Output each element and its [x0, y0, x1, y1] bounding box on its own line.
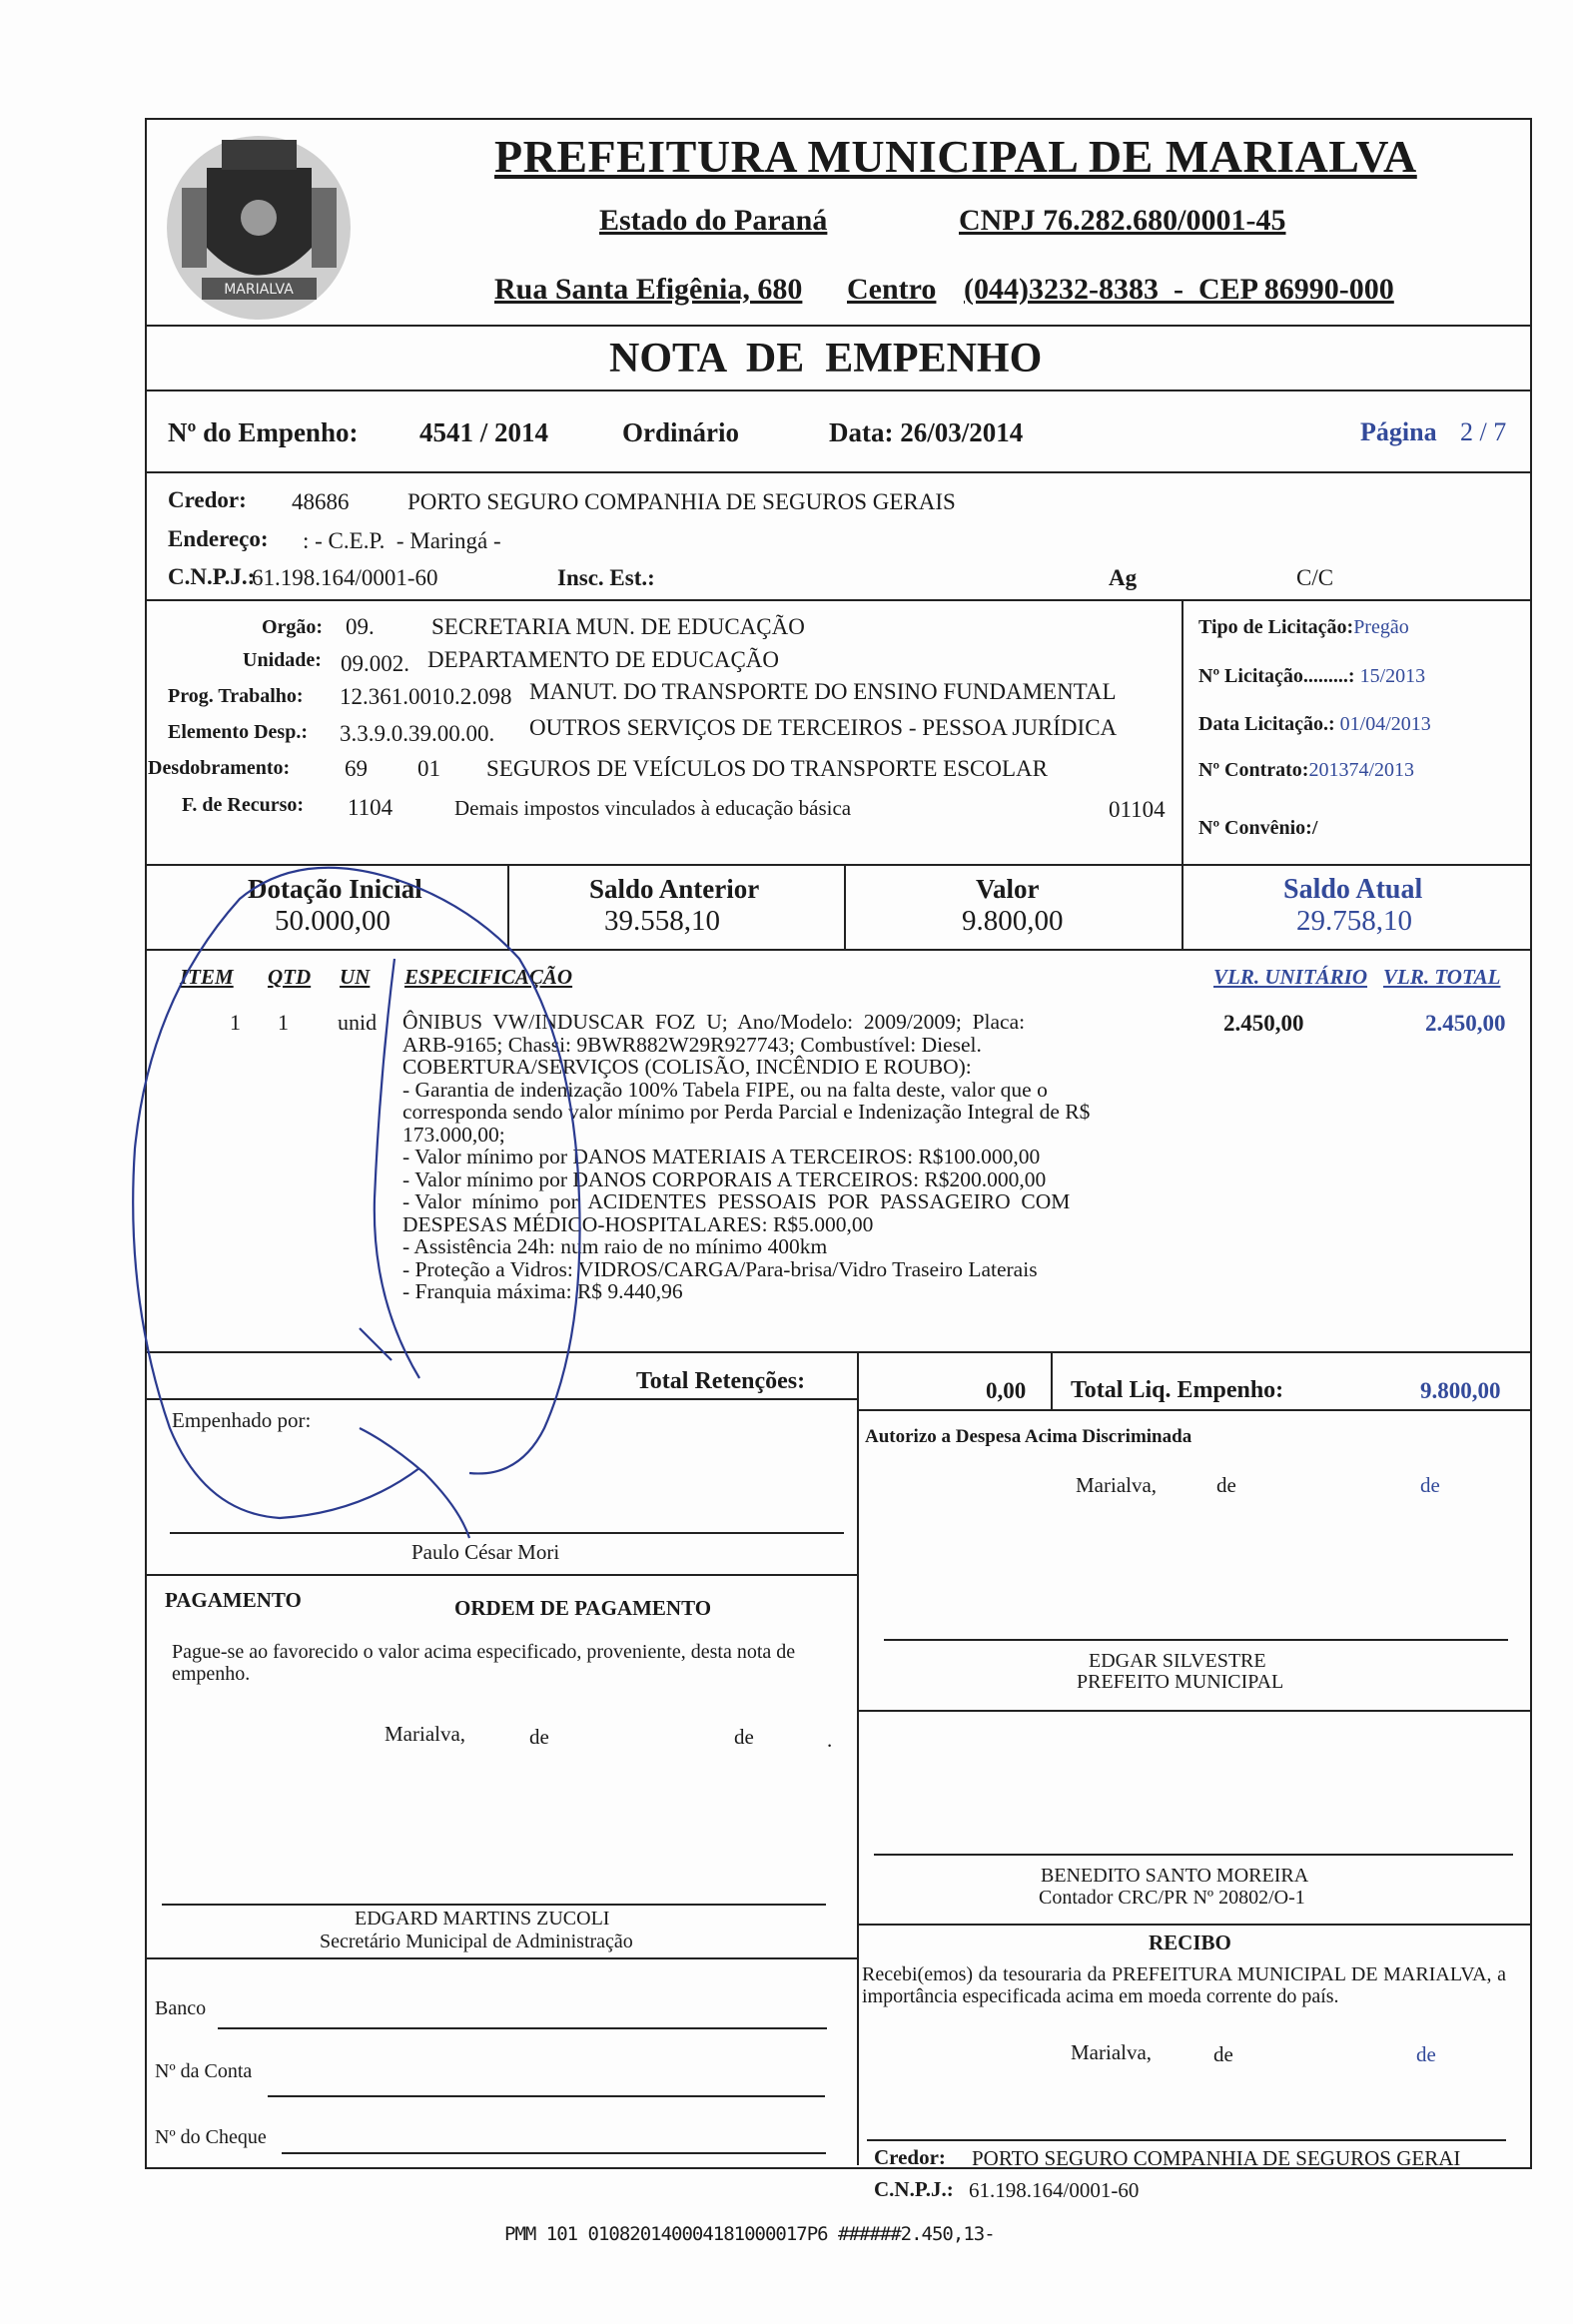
de-1: de: [1216, 1473, 1236, 1497]
orgao-label: Orgão:: [262, 616, 324, 638]
credor-label: Credor:: [168, 487, 247, 512]
prog-label: Prog. Trabalho:: [168, 685, 304, 707]
cc-label: C/C: [1296, 565, 1334, 590]
saldo-atual-value: 29.758,10: [1296, 905, 1412, 937]
num-licitacao-label: Nº Licitação.........:: [1198, 665, 1355, 687]
item-number: 1: [230, 1010, 241, 1035]
unidade-name: DEPARTAMENTO DE EDUCAÇÃO: [427, 647, 780, 672]
header-state: Estado do Paraná: [599, 204, 828, 237]
prog-name: MANUT. DO TRANSPORTE DO ENSINO FUNDAMENTAL: [529, 679, 1117, 704]
desdobramento-code2: 01: [417, 756, 440, 781]
page-label: Página: [1360, 417, 1437, 446]
col-un: UN: [340, 965, 371, 989]
total-retencoes-value: 0,00: [986, 1378, 1027, 1403]
prog-code: 12.361.0010.2.098: [340, 684, 512, 709]
marialva-3: Marialva,: [1071, 2040, 1153, 2064]
total-liq-label: Total Liq. Empenho:: [1071, 1377, 1284, 1403]
de-6: de: [1416, 2042, 1436, 2066]
ordem-pagamento-label: ORDEM DE PAGAMENTO: [454, 1596, 712, 1620]
elemento-name: OUTROS SERVIÇOS DE TERCEIROS - PESSOA JURÍDICA: [529, 715, 1118, 740]
de-2: de: [1420, 1473, 1440, 1497]
contador-name: BENEDITO SANTO MOREIRA: [1041, 1865, 1309, 1887]
secretario-name: EDGARD MARTINS ZUCOLI: [355, 1908, 610, 1930]
recibo-text: Recebi(emos) da tesouraria da PREFEITURA MUNICIPAL DE MARIALVA, a importância especificada acima em moeda corrente do país.: [862, 1963, 1506, 2007]
item-vlr-total: 2.450,00: [1425, 1011, 1506, 1036]
cnpj-value: 61.198.164/0001-60: [252, 565, 438, 590]
col-qtd: QTD: [268, 965, 312, 989]
tipo-licitacao-value: Pregão: [1353, 616, 1409, 638]
total-liq-value: 9.800,00: [1420, 1378, 1501, 1403]
desdobramento-code1: 69: [345, 756, 368, 781]
recibo-cnpj-value: 61.198.164/0001-60: [969, 2178, 1140, 2202]
item-vlr-unitario: 2.450,00: [1223, 1011, 1304, 1036]
prefeito-name: EDGAR SILVESTRE: [1089, 1650, 1266, 1672]
recibo-cnpj-label: C.N.P.J.:: [874, 2177, 954, 2201]
endereco-label: Endereço:: [168, 526, 269, 551]
insc-label: Insc. Est.:: [557, 565, 655, 590]
valor-value: 9.800,00: [962, 905, 1064, 937]
spec-line: DESPESAS MÉDICO-HOSPITALARES: R$5.000,00: [402, 1211, 874, 1236]
total-retencoes-label: Total Retenções:: [636, 1368, 806, 1394]
empenho-date: Data: 26/03/2014: [829, 417, 1024, 447]
col-item: ITEM: [180, 965, 234, 989]
empenho-label: Nº do Empenho:: [168, 417, 359, 447]
de-3: de: [529, 1725, 549, 1749]
spec-line: ÔNIBUS VW/INDUSCAR FOZ U; Ano/Modelo: 2009/2009; Placa:: [402, 1010, 1026, 1034]
ag-label: Ag: [1109, 565, 1138, 590]
page-number: 2 / 7: [1460, 417, 1507, 446]
spec-line: - Garantia de indenização 100% Tabela FIPE, ou na falta deste, valor que o: [402, 1077, 1048, 1102]
footer-code: PMM 101 010820140004181000017P6 ######2.450,13-: [504, 2223, 995, 2245]
empenho-number: 4541 / 2014: [419, 417, 549, 447]
marialva-1: Marialva,: [1076, 1473, 1158, 1497]
header-address: Rua Santa Efigênia, 680: [494, 273, 803, 306]
valor-label: Valor: [976, 874, 1040, 904]
credor-name: PORTO SEGURO COMPANHIA DE SEGUROS GERAIS: [407, 489, 956, 514]
prefeito-role: PREFEITO MUNICIPAL: [1077, 1671, 1284, 1693]
orgao-name: SECRETARIA MUN. DE EDUCAÇÃO: [431, 614, 805, 639]
dotacao-inicial-label: Dotação Inicial: [248, 874, 422, 904]
header-phone-cep: (044)3232-8383 - CEP 86990-000: [964, 273, 1394, 306]
pague-text: Pague-se ao favorecido o valor acima especificado, proveniente, desta nota de empenho.: [172, 1641, 796, 1685]
recibo-label: RECIBO: [1149, 1931, 1231, 1954]
item-qtd: 1: [278, 1010, 289, 1035]
desdobramento-label: Desdobramento:: [148, 757, 291, 779]
cnpj-label: C.N.P.J.:: [168, 564, 256, 589]
convenio-label: Nº Convênio:/: [1198, 817, 1318, 839]
cheque-label: Nº do Cheque: [155, 2126, 267, 2148]
marialva-2: Marialva,: [385, 1722, 466, 1746]
spec-line: ARB-9165; Chassi: 9BWR882W29R927743; Combustível: Diesel.: [402, 1032, 982, 1057]
secretario-role: Secretário Municipal de Administração: [320, 1931, 633, 1952]
recurso-name: Demais impostos vinculados à educação básica: [454, 796, 852, 820]
recurso-code2: 01104: [1109, 797, 1166, 822]
saldo-anterior-value: 39.558,10: [604, 905, 720, 937]
spec-line: - Franquia máxima: R$ 9.440,96: [402, 1279, 683, 1303]
unidade-label: Unidade:: [243, 649, 322, 671]
conta-label: Nº da Conta: [155, 2060, 253, 2082]
spec-line: - Valor mínimo por ACIDENTES PESSOAIS POR PASSAGEIRO COM: [402, 1189, 1071, 1213]
autorizo-label: Autorizo a Despesa Acima Discriminada: [865, 1426, 1192, 1447]
recibo-credor-label: Credor:: [874, 2145, 946, 2169]
banco-label: Banco: [155, 1997, 207, 2019]
spec-line: COBERTURA/SERVIÇOS (COLISÃO, INCÊNDIO E ROUBO):: [402, 1055, 972, 1079]
spec-line: - Assistência 24h: num raio de no mínimo 400km: [402, 1234, 828, 1258]
empenho-type: Ordinário: [622, 417, 740, 447]
header-cnpj: CNPJ 76.282.680/0001-45: [959, 204, 1286, 237]
item-un: unid: [338, 1010, 378, 1035]
de-5: de: [1213, 2042, 1233, 2066]
spec-line: corresponda sendo valor mínimo por Perda Parcial e Indenização Integral de R$: [402, 1100, 1091, 1124]
document-title: NOTA DE EMPENHO: [609, 336, 1043, 382]
col-vlr-total: VLR. TOTAL: [1383, 965, 1501, 989]
orgao-code: 09.: [346, 614, 375, 639]
col-especificacao: ESPECIFICAÇÃO: [404, 965, 573, 989]
recurso-label: F. de Recurso:: [182, 794, 305, 816]
empenhado-label: Empenhado por:: [172, 1408, 312, 1432]
unidade-code: 09.002.: [341, 651, 409, 676]
spec-line: - Valor mínimo por DANOS MATERIAIS A TERCEIROS: R$100.000,00: [402, 1145, 1041, 1168]
contrato-label: Nº Contrato:: [1198, 759, 1309, 781]
spec-line: - Proteção a Vidros: VIDROS/CARGA/Para-brisa/Vidro Traseiro Laterais: [402, 1256, 1038, 1281]
contrato-value: 201374/2013: [1308, 759, 1415, 781]
logo-lettering: MARIALVA: [224, 282, 294, 298]
tipo-licitacao-label-text: Tipo de Licitação:: [1198, 616, 1354, 638]
recibo-credor-name: PORTO SEGURO COMPANHIA DE SEGUROS GERAI: [972, 2146, 1461, 2170]
contador-role: Contador CRC/PR Nº 20802/O-1: [1039, 1887, 1305, 1909]
recurso-code: 1104: [348, 795, 393, 820]
saldo-atual-label: Saldo Atual: [1283, 874, 1423, 905]
elemento-code: 3.3.9.0.39.00.00.: [340, 721, 495, 746]
dotacao-inicial-value: 50.000,00: [275, 905, 391, 937]
de-4: de: [734, 1725, 754, 1749]
data-licitacao-value: 01/04/2013: [1339, 713, 1431, 735]
header-district: Centro: [847, 273, 937, 306]
col-vlr-unitario: VLR. UNITÁRIO: [1213, 965, 1368, 989]
spec-line: - Valor mínimo por DANOS CORPORAIS A TERCEIROS: R$200.000,00: [402, 1166, 1047, 1191]
num-licitacao-value: 15/2013: [1359, 665, 1426, 687]
elemento-label: Elemento Desp.:: [168, 721, 308, 743]
saldo-anterior-label: Saldo Anterior: [589, 874, 760, 904]
credor-code: 48686: [292, 489, 350, 514]
desdobramento-name: SEGUROS DE VEÍCULOS DO TRANSPORTE ESCOLAR: [486, 756, 1048, 781]
header-title: PREFEITURA MUNICIPAL DE MARIALVA: [494, 131, 1417, 182]
pagamento-label: PAGAMENTO: [165, 1588, 302, 1612]
endereco-value: : - C.E.P. - Maringá -: [303, 528, 501, 553]
data-licitacao-label: Data Licitação.:: [1198, 713, 1335, 735]
spec-line: 173.000,00;: [402, 1122, 505, 1147]
period-mark: .: [827, 1728, 833, 1752]
empenhado-name: Paulo César Mori: [411, 1540, 560, 1564]
